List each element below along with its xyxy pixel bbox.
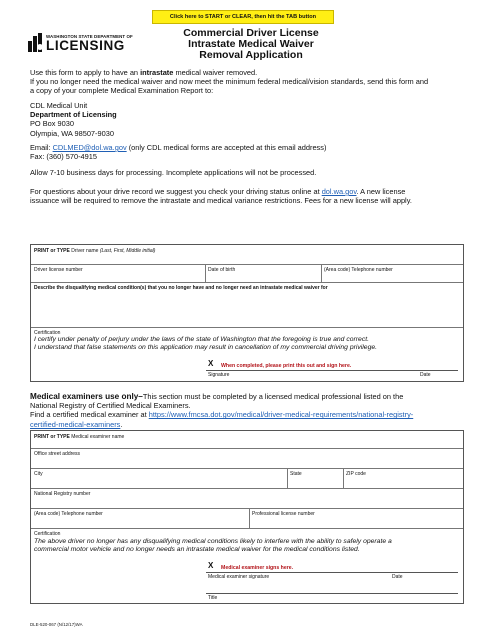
- questions-note: For questions about your drive record we suggest you check your driving status online at dol.wa.gov. A new license issuance will be required to remove the intrastate and medical variance restrictions. Fees for a new license will apply.: [30, 187, 412, 206]
- contact-info: Email: CDLMED@dol.wa.gov (only CDL medical forms are accepted at this email address) Fax: (360) 570-4915: [30, 143, 327, 162]
- zip-field[interactable]: ZIP code: [346, 471, 366, 477]
- logo-small-text: WASHINGTON STATE DEPARTMENT OF: [46, 34, 133, 39]
- office-address-field[interactable]: Office street address: [34, 451, 81, 457]
- examiner-signature-label: Medical examiner signature: [208, 574, 270, 580]
- examiner-signature-line[interactable]: [206, 572, 458, 573]
- fmcsa-registry-link[interactable]: https://www.fmcsa.dot.gov/medical/driver-medical-requirements/national-registry-: [148, 410, 414, 420]
- examiner-form: [30, 430, 464, 604]
- driver-sign-note: When completed, please print this out and sign here.: [221, 363, 352, 369]
- driver-date-label: Date: [420, 372, 431, 378]
- examiner-phone-field[interactable]: (Area code) Telephone number: [34, 511, 103, 517]
- form-number: DLE-520-067 (N/12/17)WA: [30, 622, 83, 627]
- national-registry-field[interactable]: National Registry number: [34, 491, 91, 497]
- driver-phone-field[interactable]: (Area code) Telephone number: [324, 267, 393, 273]
- dol-website-link[interactable]: dol.wa.gov: [321, 187, 357, 196]
- dol-logo-icon: [28, 33, 44, 53]
- processing-note: Allow 7-10 business days for processing. Incomplete applications will not be processed.: [30, 168, 317, 177]
- examiner-certification-text: The above driver no longer has any disqualifying medical conditions likely to interfere with the ability to safely operate a commercial motor vehicle and no longer needs an intrastate medical waiver for the medical conditions listed.: [34, 538, 392, 554]
- driver-license-number-field[interactable]: Driver license number: [34, 267, 83, 273]
- dol-logo: [28, 33, 133, 55]
- medical-condition-field[interactable]: Describe the disqualifying medical condition(s) that you no longer have and no longer need an intrastate medical waiver for: [34, 285, 328, 291]
- driver-form: [30, 244, 464, 382]
- examiner-sign-note: Medical examiner signs here.: [221, 565, 294, 571]
- driver-signature-label: Signature: [208, 372, 230, 378]
- sign-x-mark: X: [208, 359, 214, 368]
- examiner-name-field[interactable]: PRINT or TYPE Medical examiner name: [34, 434, 125, 440]
- examiner-section-text: Medical examiners use only–This section must be completed by a licensed medical professional listed on the National Registry of Certified Medical Examiners. Find a certified medical examiner at https://www.fmcsa.dot.gov/medical/driver-medical-requirements/national-registry- certified-medical-examiners.: [30, 392, 414, 429]
- professional-license-field[interactable]: Professional license number: [252, 511, 315, 517]
- driver-certification-text: I certify under penalty of perjury under the laws of the state of Washington that the foregoing is true and correct. I understand that false statements on this application may result in cancellation of my commercial driving privilege.: [34, 336, 378, 352]
- examiner-title-line[interactable]: [206, 593, 458, 594]
- start-clear-button[interactable]: Click here to START or CLEAR, then hit the TAB button: [152, 10, 334, 24]
- examiner-certification-label: Certification: [34, 531, 61, 537]
- examiner-sign-x-mark: X: [208, 561, 214, 570]
- examiner-title-label: Title: [208, 595, 218, 601]
- driver-name-field[interactable]: PRINT or TYPE Driver name (Last, First, Middle initial): [34, 248, 156, 254]
- intro-text: Use this form to apply to have an intrastate medical waiver removed. If you no longer need the medical waiver and now meet the minimum federal medical/vision standards, send this form and a copy of your complete Medical Examination Report to:: [30, 68, 429, 96]
- state-field[interactable]: State: [290, 471, 302, 477]
- driver-signature-line[interactable]: [206, 370, 458, 371]
- mailing-address: CDL Medical Unit Department of Licensing PO Box 9030 Olympia, WA 98507-9030: [30, 101, 117, 138]
- email-link[interactable]: CDLMED@dol.wa.gov: [52, 143, 127, 152]
- logo-big-text: LICENSING: [46, 38, 125, 53]
- examiner-date-label: Date: [392, 574, 403, 580]
- date-of-birth-field[interactable]: Date of birth: [208, 267, 236, 273]
- certification-label: Certification: [34, 330, 61, 336]
- city-field[interactable]: City: [34, 471, 43, 477]
- fmcsa-registry-link-cont[interactable]: certified-medical-examiners: [30, 419, 121, 429]
- page-title: Commercial Driver License Intrastate Medical Waiver Removal Application: [183, 27, 319, 61]
